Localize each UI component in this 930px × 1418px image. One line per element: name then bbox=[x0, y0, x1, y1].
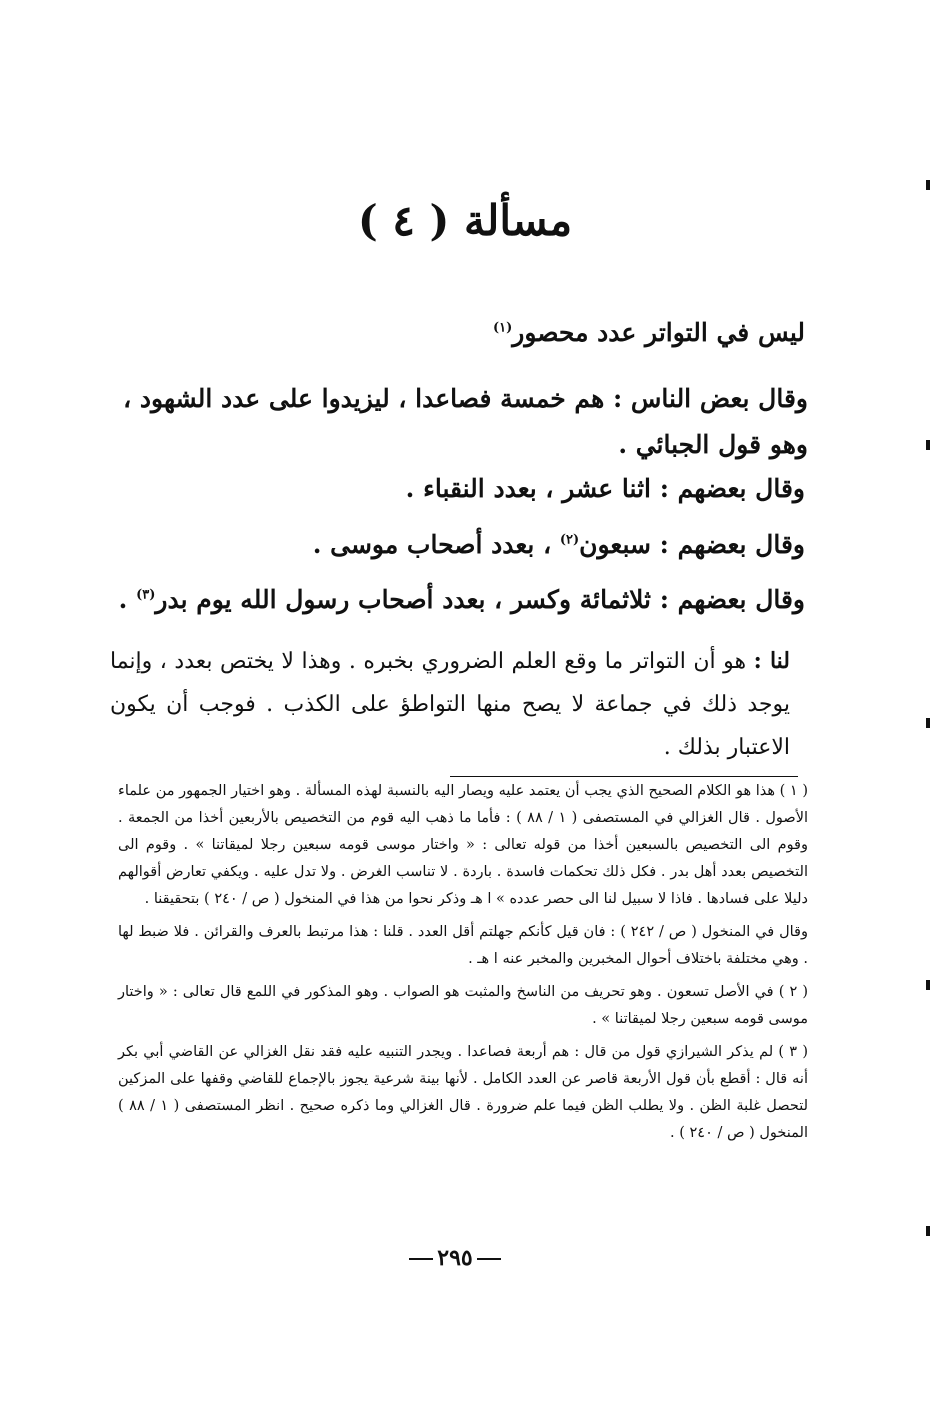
edge-mark bbox=[926, 180, 930, 190]
footnote-1: ( ١ ) هذا هو الكلام الصحيح الذي يجب أن يعتمد عليه ويصار اليه بالنسبة لهذه المسألة . وهو اختيار الجمهور من علماء الأصول . قال الغزالي في المستصفى ( ١ / ٨٨ ) : فأما ما ذهب اليه قوم من التخصيص بالأربعين أخذا من الجمعة . وقوم الى التخصيص بالسبعين أخذا من قوله تعالى : « واختار موسى قومه سبعين رجلا لميقاتنا » . وقوم الى التخصيص بعدد أهل بدر . فكل ذلك تحكمات فاسدة . باردة . لا تناسب الغرض . ولا تدل عليه . ويكفي تعارض أقوالهم دليلا على فسادها . فاذا لا سبيل لنا الى حصر عدده » ا هـ وذكر نحوا من هذا في المنخول ( ص / ٢٤٠ ) بتحقيقنا . bbox=[118, 783, 808, 907]
edge-mark bbox=[926, 718, 930, 728]
line-sabun-b: ، بعدد أصحاب موسى . bbox=[312, 530, 552, 559]
page-number: ٢٩٥ bbox=[390, 1245, 520, 1271]
line-sabun-a: وقال بعضهم : سبعون bbox=[579, 530, 805, 559]
footnotes bbox=[118, 778, 808, 1153]
footnote-ref-3: (٣) bbox=[136, 587, 156, 603]
title-text: ليس في التواتر عدد محصور bbox=[512, 318, 805, 347]
footnote-divider bbox=[450, 776, 798, 777]
footnote-1-cont: وقال في المنخول ( ص / ٢٤٢ ) : فان قيل كأنكم جهلتم أقل العدد . قلنا : هذا مرتبط بالعرف والقرائن . فلا ضبط لها . وهي مختلفة باختلاف أحوال المخبرين والمخبر عنه ا هـ . bbox=[118, 924, 808, 967]
footnote-3: ( ٣ ) لم يذكر الشيرازي قول من قال : هم أربعة فصاعدا . ويجدر التنبيه عليه فقد نقل الغزالي عن القاضي أبي بكر أنه قال : أقطع بأن قول الأربعة قاصر عن العدد الكامل . لأنها بينة شرعية يجوز بالإجماع للقاضي وقفها على المزكين لتحصل غلبة الظن . ولا يطلب الظن فيما علم ضرورة . قال الغزالي وما ذكره صحيح . انظر المستصفى ( ١ / ٨٨ ) المنخول ( ص / ٢٤٠ ) . bbox=[118, 1044, 808, 1141]
edge-mark bbox=[926, 440, 930, 450]
title-line bbox=[105, 318, 805, 347]
line-naqaba-text: وقال بعضهم : اثنا عشر ، بعدد النقباء . bbox=[405, 474, 805, 503]
line-badr-a: وقال بعضهم : ثلاثمائة وكسر ، بعدد أصحاب رسول الله يوم بدر bbox=[155, 585, 805, 614]
argument-text: هو أن التواتر ما وقع العلم الضروري بخبره . وهذا لا يختص بعدد ، وإنما يوجد ذلك في جماعة لا يصح منها التواطؤ على الكذب . فوجب أن يكون الاعتبار بذلك . bbox=[110, 649, 790, 760]
footnote-ref-2: (٢) bbox=[559, 532, 580, 548]
section-heading: مسألة ( ٤ ) bbox=[357, 196, 573, 245]
argument-lead: لنا : bbox=[753, 648, 790, 674]
line-badr bbox=[105, 585, 805, 614]
paragraph-jubbai: وقال بعض الناس : هم خمسة فصاعدا ، ليزيدوا على عدد الشهود ، وهو قول الجبائي . bbox=[123, 384, 808, 459]
footnote-ref-1: (١) bbox=[492, 320, 513, 336]
line-naqaba bbox=[105, 474, 805, 503]
line-badr-b: . bbox=[118, 585, 128, 614]
edge-mark bbox=[926, 1226, 930, 1236]
edge-mark bbox=[926, 980, 930, 990]
line-sabun bbox=[105, 530, 805, 559]
argument-paragraph bbox=[110, 640, 790, 769]
footnote-2: ( ٢ ) في الأصل تسعون . وهو تحريف من الناسخ والمثبت هو الصواب . وهو المذكور في اللمع قال تعالى : « واختار موسى قومه سبعين رجلا لميقاتنا » . bbox=[118, 984, 808, 1027]
